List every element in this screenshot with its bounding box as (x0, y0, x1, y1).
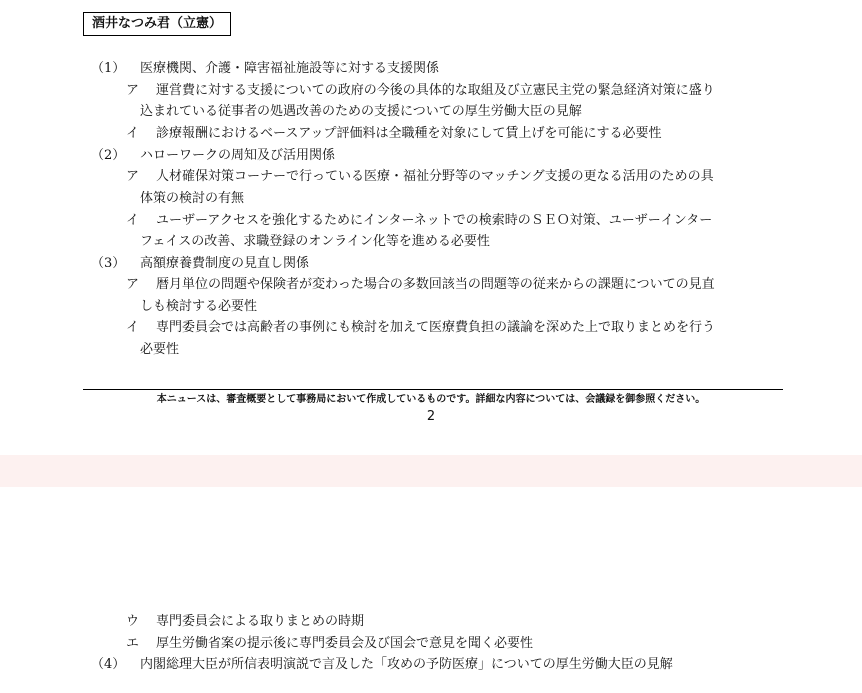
page-number: 2 (426, 409, 436, 424)
section-3-item-a-line-2: しも検討する必要性 (140, 299, 258, 314)
section-2-item-b-line-1: ユーザーアクセスを強化するためにインターネットでの検索時のＳＥＯ対策、ユーザーインター (156, 213, 713, 228)
page-separator (0, 455, 862, 487)
section-3-item-b-line-2: 必要性 (140, 342, 180, 357)
section-1-item-b-marker: イ (126, 126, 140, 141)
section-2-item-a-marker: ア (126, 169, 140, 184)
section-2-item-b-marker: イ (126, 213, 140, 228)
section-2-item-b-line-2: フェイスの改善、求職登録のオンライン化等を進める必要性 (140, 234, 490, 249)
section-1-item-b-line-1: 診療報酬におけるベースアップ評価料は全職種を対象にして賃上げを可能にする必要性 (156, 126, 662, 141)
section-1-title: 医療機関、介護・障害福祉施設等に対する支援関係 (140, 61, 440, 76)
section-1-number: （1） (91, 61, 126, 76)
section-3-item-a-marker: ア (126, 277, 140, 292)
section-1-item-a-line-2: 込まれている従事者の処遇改善のための支援についての厚生労働大臣の見解 (140, 104, 582, 119)
section-4-number: （4） (91, 657, 126, 672)
footer-note: 本ニュースは、審査概要として事務局において作成しているものです。詳細な内容については、会議録を御参照ください。 (156, 394, 706, 405)
section-3-item-a-line-1: 暦月単位の問題や保険者が変わった場合の多数回該当の問題等の従来からの課題についての見直 (156, 277, 715, 292)
section-2-title: ハローワークの周知及び活用関係 (140, 148, 336, 163)
section-3-number: （3） (91, 256, 126, 271)
section-2-item-a-line-2: 体策の検討の有無 (140, 191, 245, 206)
section-4-title: 内閣総理大臣が所信表明演説で言及した「攻めの予防医療」についての厚生労働大臣の見解 (140, 657, 673, 672)
section-3-title: 高額療養費制度の見直し関係 (140, 256, 310, 271)
page2-item-c-marker: ウ (126, 614, 140, 629)
section-3-item-b-marker: イ (126, 320, 140, 335)
section-3-item-b-line-1: 専門委員会では高齢者の事例にも検討を加えて医療費負担の議論を深めた上で取りまとめを行う (156, 320, 716, 335)
page2-item-d-marker: エ (126, 636, 140, 651)
section-1-item-a-marker: ア (126, 83, 140, 98)
section-1-item-a-line-1: 運営費に対する支援についての政府の今後の具体的な取組及び立憲民主党の緊急経済対策に盛り (156, 83, 715, 98)
page2-item-c-text: 専門委員会による取りまとめの時期 (156, 614, 365, 629)
document-page-2 (0, 487, 862, 693)
page2-item-d-text: 厚生労働省案の提示後に専門委員会及び国会で意見を聞く必要性 (156, 636, 534, 651)
speaker-label: 酒井なつみ君（立憲） (83, 12, 231, 36)
section-2-item-a-line-1: 人材確保対策コーナーで行っている医療・福祉分野等のマッチング支援の更なる活用のための具 (156, 169, 714, 184)
footer-divider (83, 389, 783, 390)
section-2-number: （2） (91, 148, 126, 163)
